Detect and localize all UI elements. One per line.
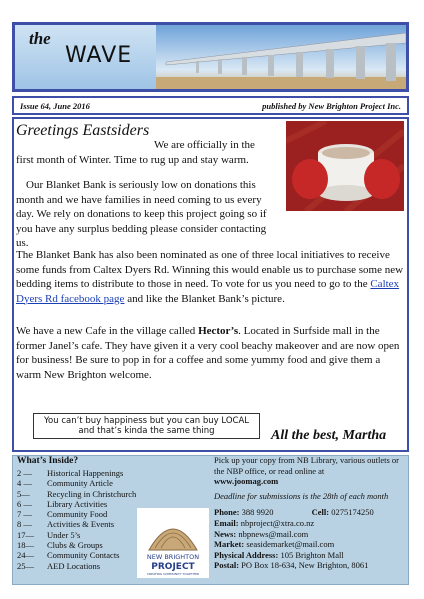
caltex-facebook-link[interactable]: Caltex Dyers Rd facebook page — [16, 278, 400, 305]
publisher-line: published by New Brighton Project Inc. — [262, 100, 401, 111]
inside-title: What’s Inside? — [17, 456, 79, 466]
paragraph-4-text-b: . Located in Surfside mall in the former Janel’s cafe. They have given it a very cool beachy makeover and are now open for business! Be sure to pop in for a coffee and some yummy food and give them a warm New Brighton welcome. — [16, 325, 400, 381]
postal-line: Postal: PO Box 18-634, New Brighton, 8061 — [214, 560, 369, 571]
paragraph-4-text-a: We have a new Cafe in the village called — [16, 325, 199, 337]
svg-text:CREATING COMMUNITY TOGETHER: CREATING COMMUNITY TOGETHER — [146, 572, 200, 576]
paragraph-3 — [16, 248, 406, 306]
list-item: 5— Recycling in Christchurch — [17, 488, 137, 499]
pickup-text: Pick up your copy from NB Library, various outlets or the NBP office, or read online at — [214, 455, 399, 476]
list-item: 2 — Historical Happenings — [17, 468, 124, 478]
cafe-name: Hector’s — [198, 325, 239, 337]
issue-number: Issue 64, June 2016 — [20, 100, 90, 111]
paragraph-4 — [16, 324, 406, 382]
list-item: 7 — Community Food — [17, 509, 108, 520]
paragraph-1: We are officially in the first month of Winter. Time to rug up and stay warm. — [16, 139, 255, 166]
banner-line-1: You can’t buy happiness but you can buy LOCAL — [43, 416, 250, 426]
mug-photo — [286, 121, 404, 211]
pier-photo — [156, 25, 406, 89]
new-brighton-project-logo — [137, 508, 209, 578]
svg-text:NEW BRIGHTON: NEW BRIGHTON — [146, 553, 200, 561]
list-item: 18—Clubs & Groups — [17, 540, 103, 551]
masthead-the: the — [29, 29, 51, 48]
paragraph-3-text-a: The Blanket Bank has also been nominated as one of three local initiatives to receive some funds from Caltex Dyers Rd. Winning this would enable us to purchase some new bedding items to distribute to those in need. To vote for us you need to go to the — [16, 249, 404, 290]
signoff: All the best, Martha — [271, 428, 387, 443]
issue-bar — [12, 96, 409, 115]
paragraph-3-text-b: and like the Blanket Bank’s picture. — [124, 292, 285, 305]
contact-info — [214, 455, 406, 571]
greeting-heading: Greetings Eastsiders — [16, 122, 150, 139]
buy-local-banner — [33, 413, 260, 439]
masthead — [12, 22, 409, 92]
svg-text:PROJECT: PROJECT — [151, 562, 195, 572]
list-item: 24—Community Contacts — [17, 550, 120, 561]
physical-address-line: Physical Address: 105 Brighton Mall — [214, 549, 344, 560]
list-item: 8 — Activities & Events — [17, 519, 115, 530]
website[interactable]: www.joomag.com — [214, 476, 279, 487]
news-line: News: nbpnews@mail.com — [214, 528, 309, 539]
banner-line-2: and that’s kinda the same thing — [78, 426, 215, 436]
list-item: 25—AED Locations — [17, 560, 101, 571]
email-line: Email: nbproject@xtra.co.nz — [214, 517, 315, 528]
list-item: 17—Under 5’s — [17, 529, 81, 540]
masthead-title: WAVE — [65, 43, 133, 68]
contents-list — [17, 468, 136, 571]
market-line: Market: seasidemarket@mail.com — [214, 539, 335, 550]
list-item: 6 — Library Activities — [17, 498, 108, 509]
list-item: 4 — Community Article — [17, 478, 113, 489]
phone-line: Phone: 388 9920 Cell: 0275174250 — [214, 507, 374, 518]
deadline-text: Deadline for submissions is the 28th of each month — [214, 490, 389, 501]
paragraph-2: Our Blanket Bank is seriously low on donations this month and we have families in need coming to us every day. We rely on donations to keep this project going so if you have any surplus bedding please consider contacting us. — [16, 179, 267, 249]
